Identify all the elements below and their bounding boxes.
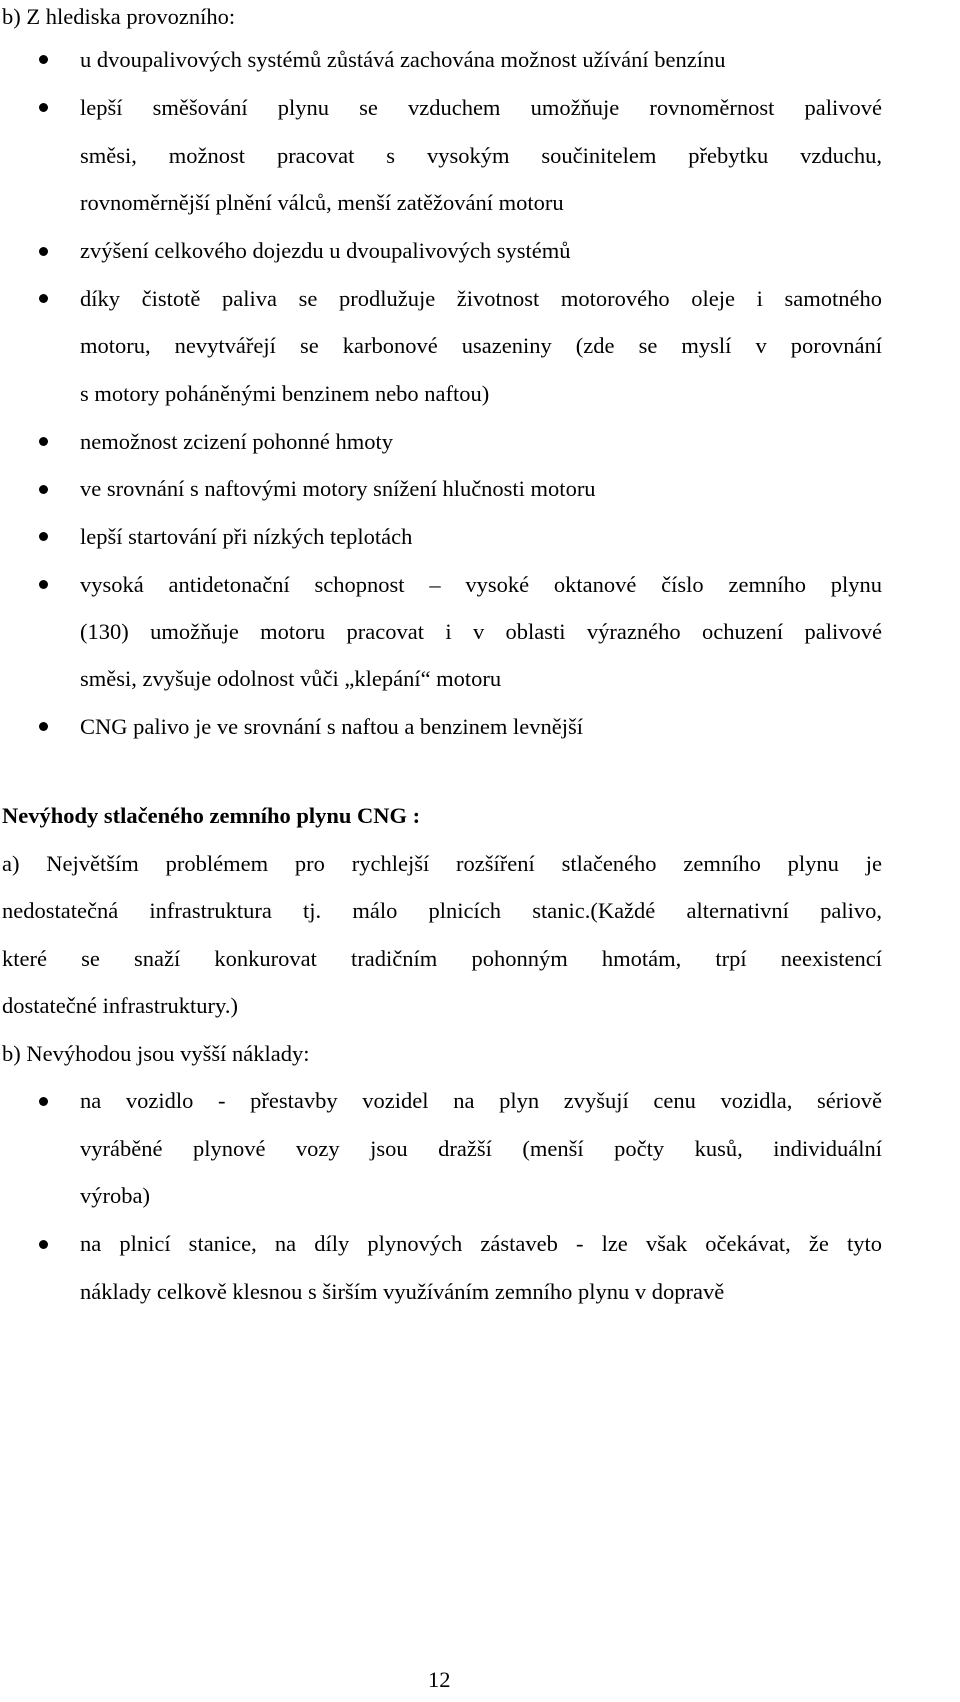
section-heading-operational: b) Z hlediska provozního: (2, 4, 236, 29)
list-item-line: náklady celkově klesnou s širším využíváním zemního plynu v dopravě (80, 1279, 725, 1304)
bullet-dot (39, 437, 48, 446)
bullet-dot (39, 1097, 48, 1106)
paragraph-line: nedostatečná infrastruktura tj. málo plnicích stanic.(Každé alternativní palivo, (2, 898, 882, 923)
bullet-dot (39, 485, 48, 494)
list-item-line: u dvoupalivových systémů zůstává zachována možnost užívání benzínu (80, 47, 726, 72)
bullet-dot (39, 1240, 48, 1249)
list-item-line: zvýšení celkového dojezdu u dvoupalivových systémů (80, 238, 571, 263)
list-item-line: ve srovnání s naftovými motory snížení hlučnosti motoru (80, 476, 596, 501)
bullet-dot (39, 580, 48, 589)
list-item-line: směsi, zvyšuje odolnost vůči „klepání“ motoru (80, 666, 502, 691)
list-item-line: nemožnost zcizení pohonné hmoty (80, 429, 394, 454)
bullet-dot (39, 103, 48, 112)
disadvantages-heading: Nevýhody stlačeného zemního plynu CNG : (2, 803, 421, 828)
bullet-dot (39, 294, 48, 303)
paragraph-line: které se snaží konkurovat tradičním pohonným hmotám, trpí neexistencí (2, 946, 882, 971)
bullet-dot (39, 247, 48, 256)
list-item-line: na plnicí stanice, na díly plynových zástaveb - lze však očekávat, že tyto (80, 1231, 882, 1256)
list-item-line: (130) umožňuje motoru pracovat i v oblasti výrazného ochuzení palivové (80, 619, 882, 644)
list-item-line: CNG palivo je ve srovnání s naftou a benzinem levnější (80, 714, 583, 739)
list-item-line: lepší startování při nízkých teplotách (80, 524, 413, 549)
list-item-line: vyráběné plynové vozy jsou dražší (menší počty kusů, individuální (80, 1136, 882, 1161)
list-item-line: rovnoměrnější plnění válců, menší zatěžování motoru (80, 190, 564, 215)
list-item-line: motoru, nevytvářejí se karbonové usazeniny (zde se myslí v porovnání (80, 333, 882, 358)
bullet-dot (39, 722, 48, 731)
bullet-dot (39, 532, 48, 541)
list-item-line: s motory poháněnými benzinem nebo naftou) (80, 381, 490, 406)
costs-heading: b) Nevýhodou jsou vyšší náklady: (2, 1041, 310, 1066)
list-item-line: lepší směšování plynu se vzduchem umožňuje rovnoměrnost palivové (80, 95, 882, 120)
list-item-line: díky čistotě paliva se prodlužuje životnost motorového oleje i samotného (80, 286, 882, 311)
page-number: 12 (428, 1667, 451, 1692)
list-item-line: směsi, možnost pracovat s vysokým součinitelem přebytku vzduchu, (80, 143, 882, 168)
paragraph-line: dostatečné infrastruktury.) (2, 993, 238, 1018)
paragraph-line: a) Největším problémem pro rychlejší rozšíření stlačeného zemního plynu je (2, 851, 882, 876)
bullet-dot (39, 55, 48, 64)
list-item-line: na vozidlo - přestavby vozidel na plyn zvyšují cenu vozidla, sériově (80, 1088, 882, 1113)
list-item-line: výroba) (80, 1183, 150, 1208)
list-item-line: vysoká antidetonační schopnost – vysoké oktanové číslo zemního plynu (80, 572, 882, 597)
